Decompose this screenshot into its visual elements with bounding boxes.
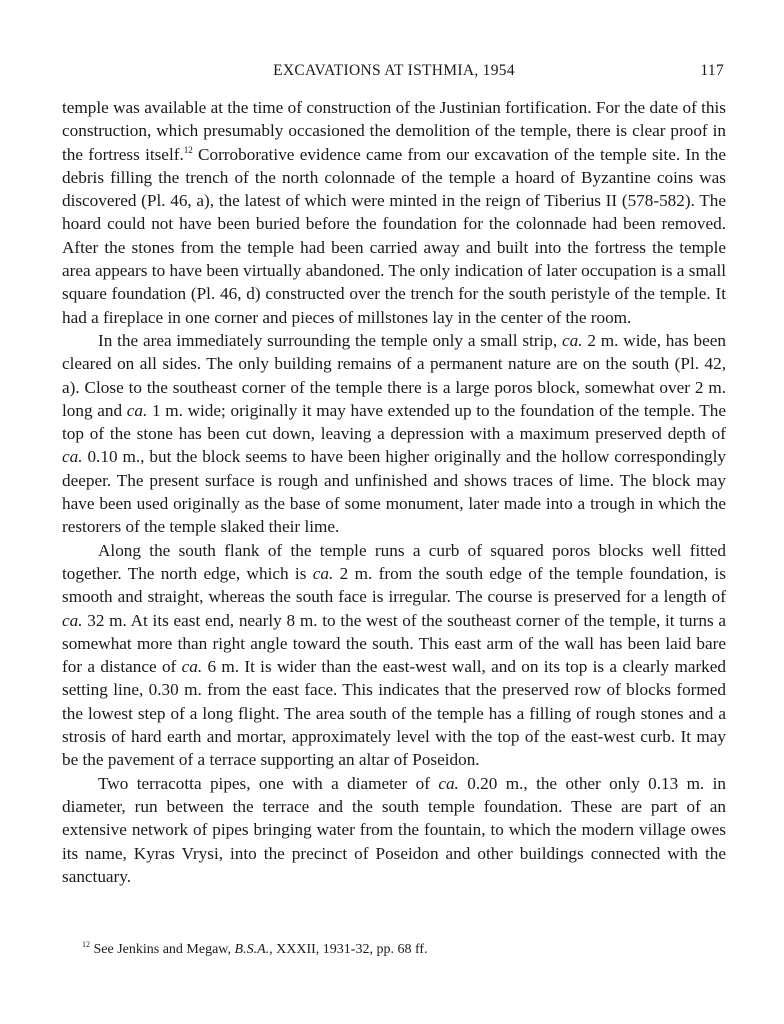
paragraph-1: temple was available at the time of construction of the Justinian fortification. For the date of this construction, which presumably occasioned the demolition of the temple, there is clear proof in the fortress itself.$^{12}$ Corroborative evidence came from our excavation of the temple site. In the debris filling the trench of the north colonnade of the temple a hoard of Byzantine coins was discovered (Pl. 46, a), the latest of which were minted in the reign of Tiberius II (578-582). The hoard could not have been buried before the foundation for the colonnade had been removed. After the stones from the temple had been carried away and built into the fortress the temple area appears to have been virtually abandoned. The only indication of later occupation is a small square foundation (Pl. 46, d) constructed over the trench for the south peristyle of the temple. It had a fireplace in one corner and pieces of millstones lay in the center of the room. xyxy=(62,98,726,327)
running-title: EXCAVATIONS AT ISTHMIA, 1954 xyxy=(273,62,515,79)
page-number: 117 xyxy=(700,62,724,79)
paragraph-4: Two terracotta pipes, one with a diameter of ca. 0.20 m., the other only 0.13 m. in diameter, run between the terrace and the south temple foundation. These are part of an extensive network of pipes bringing water from the fountain, to which the modern village owes its name, Kyras Vrysi, into the precinct of Poseidon and other buildings connected with the sanctuary. xyxy=(62,773,726,886)
footnote-ref: 12 xyxy=(183,144,193,155)
footnote-number: 12 xyxy=(82,940,90,949)
paragraph-2: In the area immediately surrounding the temple only a small strip, ca. 2 m. wide, has been cleared on all sides. The only building remains of a permanent nature are on the south (Pl. 42, a). Close to the southeast corner of the temple there is a large poros block, somewhat over 2 m. long and ca. 1 m. wide; originally it may have extended up to the foundation of the temple. The top of the stone has been cut down, leaving a depression with a maximum preserved depth of ca. 0.10 m., but the block seems to have been higher originally and the hollow correspondingly deeper. The present surface is rough and unfinished and shows traces of lime. The block may have been used originally as the base of some monument, later made into a trough in which the restorers of the temple slaked their lime. xyxy=(62,330,726,537)
footnote: $^{12}$ See Jenkins and Megaw, B.S.A., XXXII, 1931-32, pp. 68 ff. xyxy=(82,940,428,957)
running-header xyxy=(62,62,726,84)
main-text xyxy=(62,96,726,888)
paragraph-3: Along the south flank of the temple runs a curb of squared poros blocks well fitted together. The north edge, which is ca. 2 m. from the south edge of the temple foundation, is smooth and straight, whereas the south face is irregular. The course is preserved for a length of ca. 32 m. At its east end, nearly 8 m. to the west of the southeast corner of the temple, it turns a somewhat more than right angle toward the south. This east arm of the wall has been laid bare for a distance of ca. 6 m. It is wider than the east-west wall, and on its top is a clearly marked setting line, 0.30 m. from the east face. This indicates that the preserved row of blocks formed the lowest step of a long flight. The area south of the temple has a filling of rough stones and a strosis of hard earth and mortar, approximately level with the top of the east-west curb. It may be the pavement of a terrace supporting an altar of Poseidon. xyxy=(62,540,726,770)
journal-abbrev: B.S.A. xyxy=(234,942,270,957)
